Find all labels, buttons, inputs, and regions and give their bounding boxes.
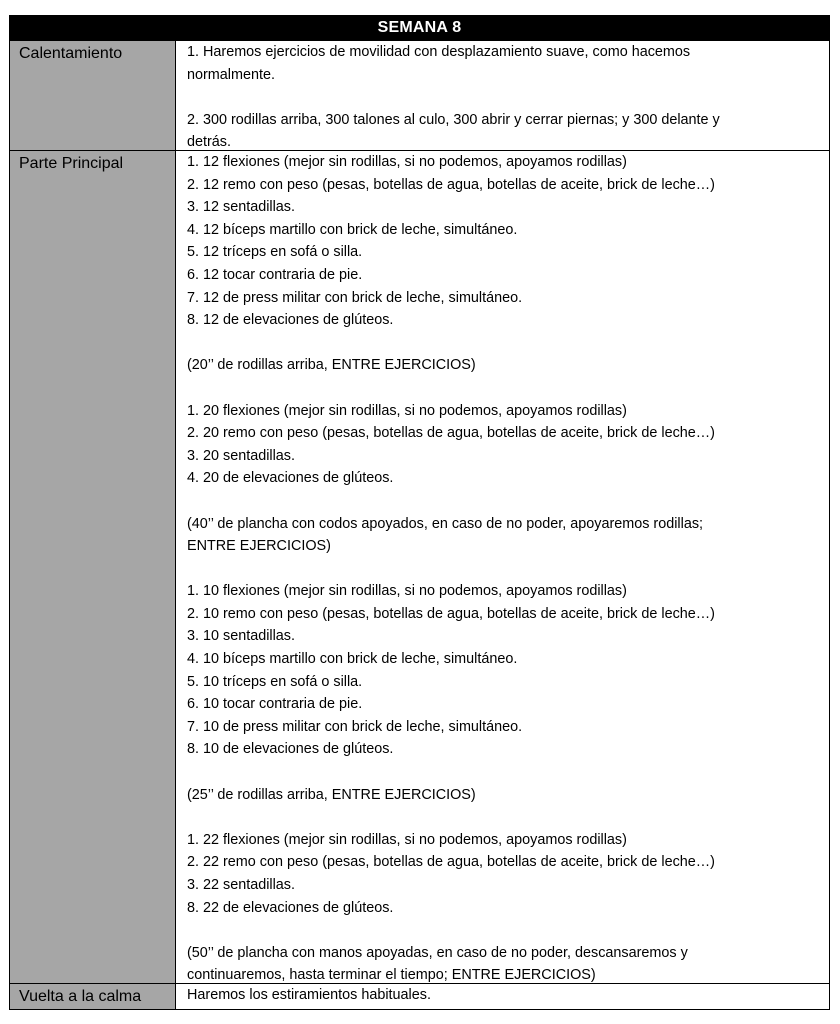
content-line: (50’’ de plancha con manos apoyadas, en caso de no poder, descansaremos y xyxy=(187,944,688,961)
blank-line xyxy=(187,332,823,355)
row-content-parte-principal xyxy=(176,151,829,983)
content-line: 3. 20 sentadillas. xyxy=(187,447,296,464)
row-content-calentamiento xyxy=(176,41,829,150)
content-line: 1. 10 flexiones (mejor sin rodillas, si no podemos, apoyamos rodillas) xyxy=(187,583,627,600)
row-label-vuelta-calma: Vuelta a la calma xyxy=(10,984,176,1009)
content-line: continuaremos, hasta terminar el tiempo; ENTRE EJERCICIOS) xyxy=(187,967,596,984)
content-line: 6. 10 tocar contraria de pie. xyxy=(187,696,363,713)
content-line: 7. 12 de press militar con brick de leche, simultáneo. xyxy=(187,289,523,306)
content-line: 3. 10 sentadillas. xyxy=(187,628,296,645)
content-line: ENTRE EJERCICIOS) xyxy=(187,538,331,555)
table-title: SEMANA 8 xyxy=(10,16,829,40)
blank-line xyxy=(187,806,823,829)
blank-line xyxy=(187,377,823,400)
content-line: 1. 22 flexiones (mejor sin rodillas, si no podemos, apoyamos rodillas) xyxy=(187,831,627,848)
row-content-vuelta-calma xyxy=(176,984,829,1008)
blank-line xyxy=(187,86,823,109)
row-parte-principal xyxy=(10,150,829,983)
content-line: 4. 12 bíceps martillo con brick de leche, simultáneo. xyxy=(187,221,518,238)
content-line: 2. 300 rodillas arriba, 300 talones al culo, 300 abrir y cerrar piernas; y 300 delante y xyxy=(187,111,720,128)
content-line: 1. Haremos ejercicios de movilidad con desplazamiento suave, como hacemos xyxy=(187,44,691,60)
content-line: 1. 20 flexiones (mejor sin rodillas, si no podemos, apoyamos rodillas) xyxy=(187,402,627,419)
content-line: 2. 12 remo con peso (pesas, botellas de agua, botellas de aceite, brick de leche…) xyxy=(187,176,715,193)
content-line: 2. 20 remo con peso (pesas, botellas de agua, botellas de aceite, brick de leche…) xyxy=(187,425,715,442)
content-line: 8. 22 de elevaciones de glúteos. xyxy=(187,899,394,916)
content-line: 8. 10 de elevaciones de glúteos. xyxy=(187,741,394,758)
content-line: 2. 22 remo con peso (pesas, botellas de agua, botellas de aceite, brick de leche…) xyxy=(187,854,715,871)
content-line: 5. 12 tríceps en sofá o silla. xyxy=(187,244,363,261)
content-line: 6. 12 tocar contraria de pie. xyxy=(187,266,363,283)
row-calentamiento xyxy=(10,40,829,150)
blank-line xyxy=(187,761,823,784)
content-line: normalmente. xyxy=(187,66,275,83)
content-line: 3. 12 sentadillas. xyxy=(187,199,296,216)
content-line: (25’’ de rodillas arriba, ENTRE EJERCICIOS) xyxy=(187,786,476,803)
row-label-parte-principal: Parte Principal xyxy=(10,151,176,983)
content-line: Haremos los estiramientos habituales. xyxy=(187,987,431,1003)
workout-table xyxy=(9,15,830,1010)
content-line: 3. 22 sentadillas. xyxy=(187,877,296,893)
content-line: 5. 10 tríceps en sofá o silla. xyxy=(187,673,363,690)
content-line: 4. 10 bíceps martillo con brick de leche, simultáneo. xyxy=(187,651,518,668)
content-line: 2. 10 remo con peso (pesas, botellas de agua, botellas de aceite, brick de leche…) xyxy=(187,605,715,622)
blank-line xyxy=(187,558,823,581)
content-line: 8. 12 de elevaciones de glúteos. xyxy=(187,312,394,329)
content-line: (40’’ de plancha con codos apoyados, en caso de no poder, apoyaremos rodillas; xyxy=(187,515,704,532)
row-vuelta-calma xyxy=(10,983,829,1009)
blank-line xyxy=(187,919,823,942)
blank-line xyxy=(187,490,823,513)
content-line: (20’’ de rodillas arriba, ENTRE EJERCICIOS) xyxy=(187,357,476,374)
content-line: 4. 20 de elevaciones de glúteos. xyxy=(187,470,394,487)
content-line: detrás. xyxy=(187,134,231,151)
row-label-calentamiento: Calentamiento xyxy=(10,41,176,150)
content-line: 1. 12 flexiones (mejor sin rodillas, si no podemos, apoyamos rodillas) xyxy=(187,154,627,170)
content-line: 7. 10 de press militar con brick de leche, simultáneo. xyxy=(187,718,523,735)
